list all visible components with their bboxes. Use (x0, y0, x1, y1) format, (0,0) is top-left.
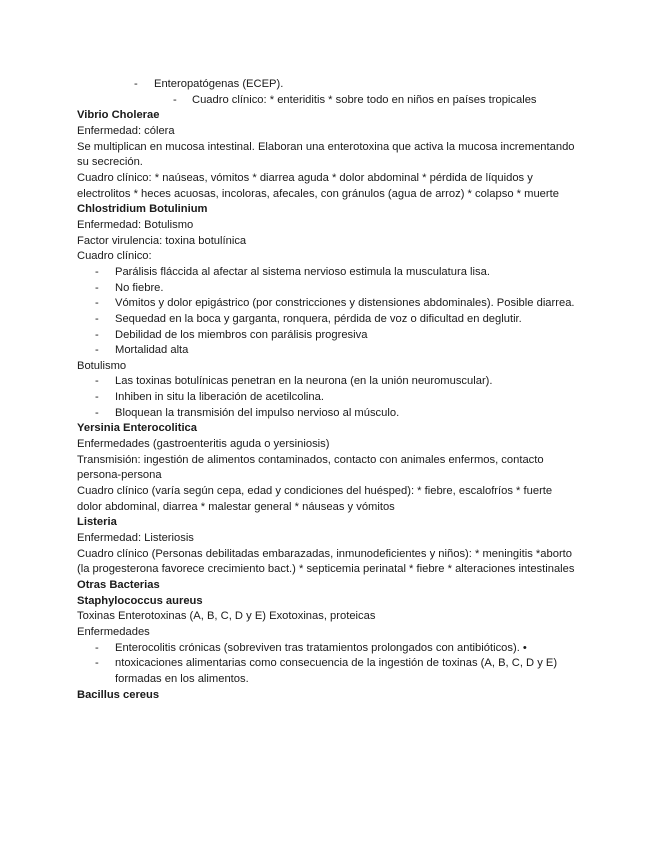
botulismo-label: Botulismo (77, 359, 127, 372)
vibrio-heading: Vibrio Cholerae (77, 109, 160, 122)
yersinia-diseases: Enfermedades (gastroenteritis aguda o yersiniosis) (77, 438, 330, 451)
other-bacteria-heading: Otras Bacterias (77, 579, 160, 591)
list-item: - Las toxinas botulínicas penetran en la neurona (en la unión neuromuscular). (77, 374, 577, 390)
list-item: - Bloquean la transmisión del impulso nervioso al músculo. (77, 406, 577, 422)
listeria-heading: Listeria (77, 516, 117, 529)
nested-list (77, 93, 577, 109)
staph-heading: Staphylococcus aureus (77, 594, 203, 607)
list-item: - Cuadro clínico: * enteriditis * sobre todo en niños en países tropicales (77, 93, 577, 109)
botulinum-heading: Chlostridium Botulinium (77, 203, 208, 216)
yersinia-heading: Yersinia Enterocolitica (77, 422, 198, 435)
list-item: - Enteropatógenas (ECEP). (77, 77, 577, 93)
list-item: - Sequedad en la boca y garganta, ronquera, pérdida de voz o dificultad en deglutir. (77, 312, 577, 328)
yersinia-clinical: Cuadro clínico (varía según cepa, edad y condiciones del huésped): * fiebre, escalofríos * fuerte dolor abdominal, diarrea * malestar general * náuseas y vómitos (77, 485, 553, 513)
botulismo-mechanism-list (77, 374, 577, 421)
list-item: - Enterocolitis crónicas (sobreviven tras tratamientos prolongados con antibióticos). • (77, 641, 577, 657)
list-item: - Mortalidad alta (77, 343, 577, 359)
botulinum-clinical-label: Cuadro clínico: (77, 250, 152, 263)
list-item: - ntoxicaciones alimentarias como consecuencia de la ingestión de toxinas (A, B, C, D y E) formadas en los alimentos. (77, 656, 577, 687)
list-item: - Parálisis fláccida al afectar al sistema nervioso estimula la musculatura lisa. (77, 265, 577, 281)
list-item: - Inhiben in situ la liberación de acetilcolina. (77, 390, 577, 406)
botulinum-symptom-list (77, 265, 577, 359)
list-item: - Vómitos y dolor epigástrico (por constricciones y distensiones abdominales). Posible diarrea. (77, 296, 577, 312)
botulinum-factor: Factor virulencia: toxina botulínica (77, 234, 247, 247)
botulinum-disease: Enfermedad: Botulismo (77, 218, 194, 231)
listeria-disease: Enfermedad: Listeriosis (77, 532, 194, 545)
staph-disease-list (77, 641, 577, 688)
listeria-clinical: Cuadro clínico (Personas debilitadas embarazadas, inmunodeficientes y niños): * meningitis *aborto (la progesterona favorece crecimiento bact.) * septicemia perinatal * fiebre * alteraciones intestinales (77, 547, 575, 576)
vibrio-description: Se multiplican en mucosa intestinal. Elaboran una enterotoxina que activa la mucosa incrementando su secreción. (77, 140, 575, 169)
staph-diseases-label: Enfermedades (77, 625, 150, 638)
bacillus-heading: Bacillus cereus (77, 688, 160, 701)
list-item: - Debilidad de los miembros con parálisis progresiva (77, 328, 577, 344)
continued-list (77, 77, 577, 93)
vibrio-disease: Enfermedad: cólera (77, 124, 175, 137)
yersinia-transmission: Transmisión: ingestión de alimentos contaminados, contacto con animales enfermos, contacto persona-persona (77, 453, 544, 482)
document-page (77, 77, 577, 703)
staph-toxins: Toxinas Enterotoxinas (A, B, C, D y E) Exotoxinas, proteicas (77, 610, 376, 623)
list-item: - No fiebre. (77, 281, 577, 297)
vibrio-clinical: Cuadro clínico: * naúseas, vómitos * diarrea aguda * dolor abdominal * pérdida de líquidos y electrolitos * heces acuosas, incoloras, afecales, con gránulos (agua de arroz) * colapso * muerte (77, 171, 559, 200)
